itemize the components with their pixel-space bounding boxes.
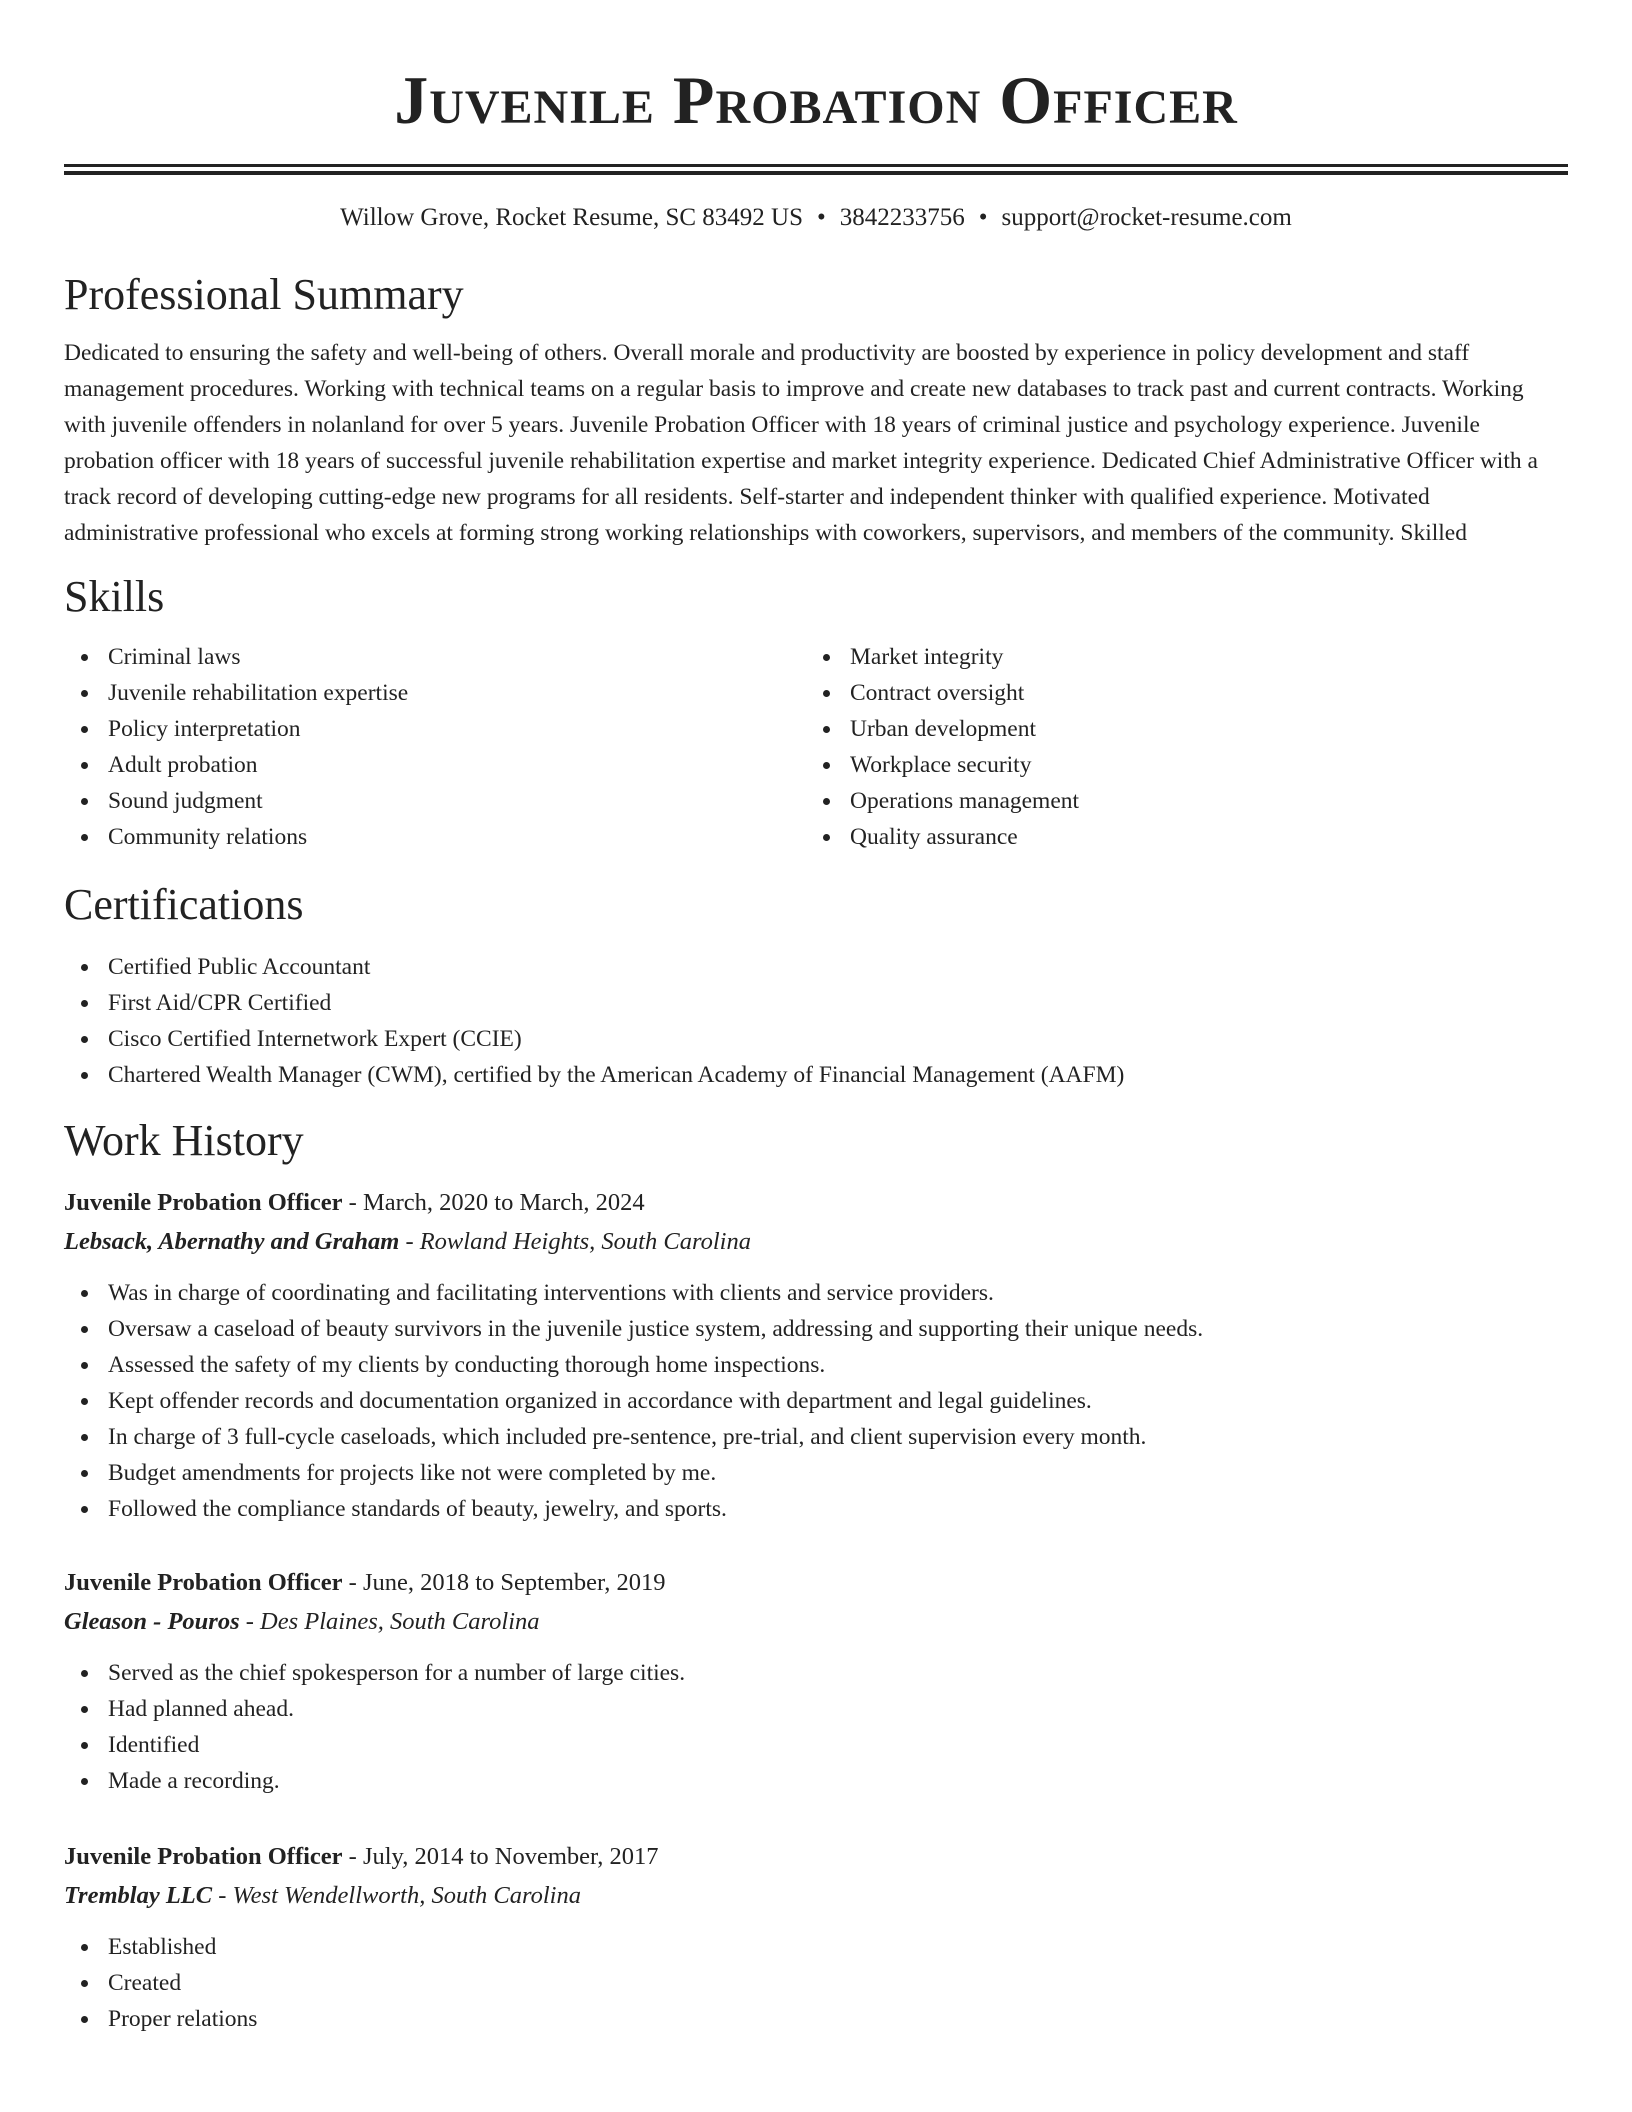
skill-item: [806, 747, 1548, 783]
skill-item: [806, 675, 1548, 711]
bullet-icon: [81, 690, 88, 697]
job-header: [64, 1183, 1568, 1222]
job-duty: [64, 2001, 1568, 2037]
bullet-icon: [81, 1506, 88, 1513]
job-duties-list: [64, 1929, 1568, 2037]
job-duty-text: Followed the compliance standards of beauty, jewelry, and sports.: [108, 1496, 727, 1522]
job-company: Lebsack, Abernathy and Graham: [64, 1228, 400, 1255]
job-duty-text: Oversaw a caseload of beauty survivors in the juvenile justice system, addressing and supporting their unique needs.: [108, 1316, 1204, 1342]
job-dates: - March, 2020 to March, 2024: [348, 1189, 645, 1216]
skill-item: [64, 747, 806, 783]
skill-item: [64, 639, 806, 675]
bullet-icon: [81, 1000, 88, 1007]
contact-phone: 3842233756: [839, 204, 965, 231]
job-company-line: [64, 1876, 1568, 1915]
bullet-icon: [81, 762, 88, 769]
skill-label: Quality assurance: [850, 824, 1018, 850]
job-duty-text: Identified: [108, 1732, 200, 1758]
bullet-icon: [81, 1670, 88, 1677]
job-entry: [64, 1563, 1568, 1799]
contact-line: [64, 201, 1568, 235]
skill-label: Sound judgment: [108, 788, 263, 814]
bullet-icon: [81, 834, 88, 841]
skill-item: [806, 783, 1548, 819]
job-company: Tremblay LLC: [64, 1882, 213, 1909]
bullet-icon: [823, 762, 830, 769]
skill-item: [64, 783, 806, 819]
skill-item: [806, 819, 1548, 855]
job-duty: [64, 1691, 1568, 1727]
contact-email: support@rocket-resume.com: [1001, 204, 1292, 231]
bullet-icon: [823, 726, 830, 733]
job-duty-text: Was in charge of coordinating and facilitating interventions with clients and service providers.: [108, 1280, 994, 1306]
section-title-summary: Professional Summary: [64, 270, 464, 319]
section-title-work-history: Work History: [64, 1116, 304, 1165]
job-company-line: [64, 1602, 1568, 1641]
bullet-icon: [81, 1290, 88, 1297]
job-duty: [64, 1965, 1568, 2001]
job-role: Juvenile Probation Officer: [64, 1843, 343, 1870]
job-duty-text: Budget amendments for projects like not were completed by me.: [108, 1460, 717, 1486]
candidate-name: Juvenile Probation Officer: [394, 62, 1238, 138]
job-duty: [64, 1763, 1568, 1799]
header-divider: [64, 164, 1568, 175]
certifications-list: [64, 949, 1568, 1093]
bullet-icon: [81, 1778, 88, 1785]
skills-list-right: [806, 639, 1548, 855]
skill-item: [806, 639, 1548, 675]
bullet-icon: [81, 964, 88, 971]
job-duty: [64, 1455, 1568, 1491]
section-title-skills: Skills: [64, 572, 165, 621]
job-duty-text: Proper relations: [108, 2006, 258, 2032]
skill-item: [64, 711, 806, 747]
job-duty-text: Served as the chief spokesperson for a number of large cities.: [108, 1660, 686, 1686]
job-duty: [64, 1311, 1568, 1347]
job-header: [64, 1563, 1568, 1602]
skill-label: Contract oversight: [850, 680, 1025, 706]
job-duty: [64, 1655, 1568, 1691]
skill-label: Juvenile rehabilitation expertise: [108, 680, 409, 706]
bullet-icon: [823, 834, 830, 841]
bullet-icon: [81, 1362, 88, 1369]
job-header: [64, 1837, 1568, 1876]
contact-separator: •: [817, 204, 826, 231]
job-role: Juvenile Probation Officer: [64, 1189, 343, 1216]
certification-label: Chartered Wealth Manager (CWM), certified by the American Academy of Financial Management (AAFM): [108, 1062, 1125, 1088]
job-duty: [64, 1491, 1568, 1527]
job-duty: [64, 1727, 1568, 1763]
bullet-icon: [81, 1944, 88, 1951]
skill-label: Market integrity: [850, 644, 1004, 670]
certification-item: [64, 985, 1568, 1021]
job-duties-list: [64, 1655, 1568, 1799]
bullet-icon: [81, 2016, 88, 2023]
skill-label: Operations management: [850, 788, 1080, 814]
skills-list-left: [64, 639, 806, 855]
bullet-icon: [823, 654, 830, 661]
bullet-icon: [81, 654, 88, 661]
bullet-icon: [81, 1470, 88, 1477]
job-company-line: [64, 1222, 1568, 1261]
certification-item: [64, 1057, 1568, 1093]
bullet-icon: [81, 1434, 88, 1441]
resume-page: [64, 0, 1568, 2037]
bullet-icon: [81, 798, 88, 805]
job-duty-text: Kept offender records and documentation organized in accordance with department and legal guidelines.: [108, 1388, 1092, 1414]
job-dates: - June, 2018 to September, 2019: [348, 1569, 666, 1596]
bullet-icon: [81, 1980, 88, 1987]
skill-label: Criminal laws: [108, 644, 241, 670]
job-duty: [64, 1419, 1568, 1455]
skill-item: [64, 675, 806, 711]
job-duty: [64, 1929, 1568, 1965]
summary-text: Dedicated to ensuring the safety and well-being of others. Overall morale and productivity are boosted by experience in policy development and staff management procedures. Working with technical teams on a regular basis to improve and create new databases to track past and current contracts. Working with juvenile offenders in nolanland for over 5 years. Juvenile Probation Officer with 18 years of criminal justice and psychology experience. Juvenile probation officer with 18 years of successful juvenile rehabilitation expertise and market integrity experience. Dedicated Chief Administrative Officer with a track record of developing cutting-edge new programs for all residents. Self-starter and independent thinker with qualified experience. Motivated administrative professional who excels at forming strong working relationships with coworkers, supervisors, and members of the community. Skilled: [64, 340, 1538, 546]
job-location: - West Wendellworth, South Carolina: [218, 1882, 581, 1909]
skill-label: Adult probation: [108, 752, 258, 778]
job-duty: [64, 1383, 1568, 1419]
job-role: Juvenile Probation Officer: [64, 1569, 343, 1596]
bullet-icon: [81, 1706, 88, 1713]
certification-label: First Aid/CPR Certified: [108, 990, 332, 1016]
skill-label: Community relations: [108, 824, 308, 850]
certification-item: [64, 949, 1568, 985]
section-title-certifications: Certifications: [64, 880, 304, 929]
job-duty: [64, 1275, 1568, 1311]
job-dates: - July, 2014 to November, 2017: [348, 1843, 659, 1870]
skill-label: Urban development: [850, 716, 1036, 742]
job-duty-text: Made a recording.: [108, 1768, 280, 1794]
job-location: - Rowland Heights, South Carolina: [405, 1228, 751, 1255]
job-company: Gleason - Pouros: [64, 1608, 240, 1635]
certification-item: [64, 1021, 1568, 1057]
certification-label: Cisco Certified Internetwork Expert (CCIE): [108, 1026, 522, 1052]
job-duty-text: Had planned ahead.: [108, 1696, 294, 1722]
skill-item: [64, 819, 806, 855]
job-duty-text: In charge of 3 full-cycle caseloads, which included pre-sentence, pre-trial, and client supervision every month.: [108, 1424, 1147, 1450]
skill-label: Workplace security: [850, 752, 1032, 778]
job-duty-text: Established: [108, 1934, 217, 1960]
job-entry: [64, 1183, 1568, 1527]
bullet-icon: [81, 726, 88, 733]
bullet-icon: [81, 1326, 88, 1333]
bullet-icon: [81, 1742, 88, 1749]
bullet-icon: [823, 798, 830, 805]
contact-address: Willow Grove, Rocket Resume, SC 83492 US: [340, 204, 804, 231]
job-duty: [64, 1347, 1568, 1383]
skill-item: [806, 711, 1548, 747]
skill-label: Policy interpretation: [108, 716, 301, 742]
skills-columns: [64, 639, 1568, 855]
bullet-icon: [81, 1036, 88, 1043]
bullet-icon: [81, 1398, 88, 1405]
bullet-icon: [81, 1072, 88, 1079]
bullet-icon: [823, 690, 830, 697]
certification-label: Certified Public Accountant: [108, 954, 371, 980]
job-duties-list: [64, 1275, 1568, 1527]
job-location: - Des Plaines, South Carolina: [245, 1608, 540, 1635]
job-duty-text: Created: [108, 1970, 182, 1996]
job-duty-text: Assessed the safety of my clients by conducting thorough home inspections.: [108, 1352, 826, 1378]
contact-separator: •: [978, 204, 988, 231]
job-entry: [64, 1837, 1568, 2037]
